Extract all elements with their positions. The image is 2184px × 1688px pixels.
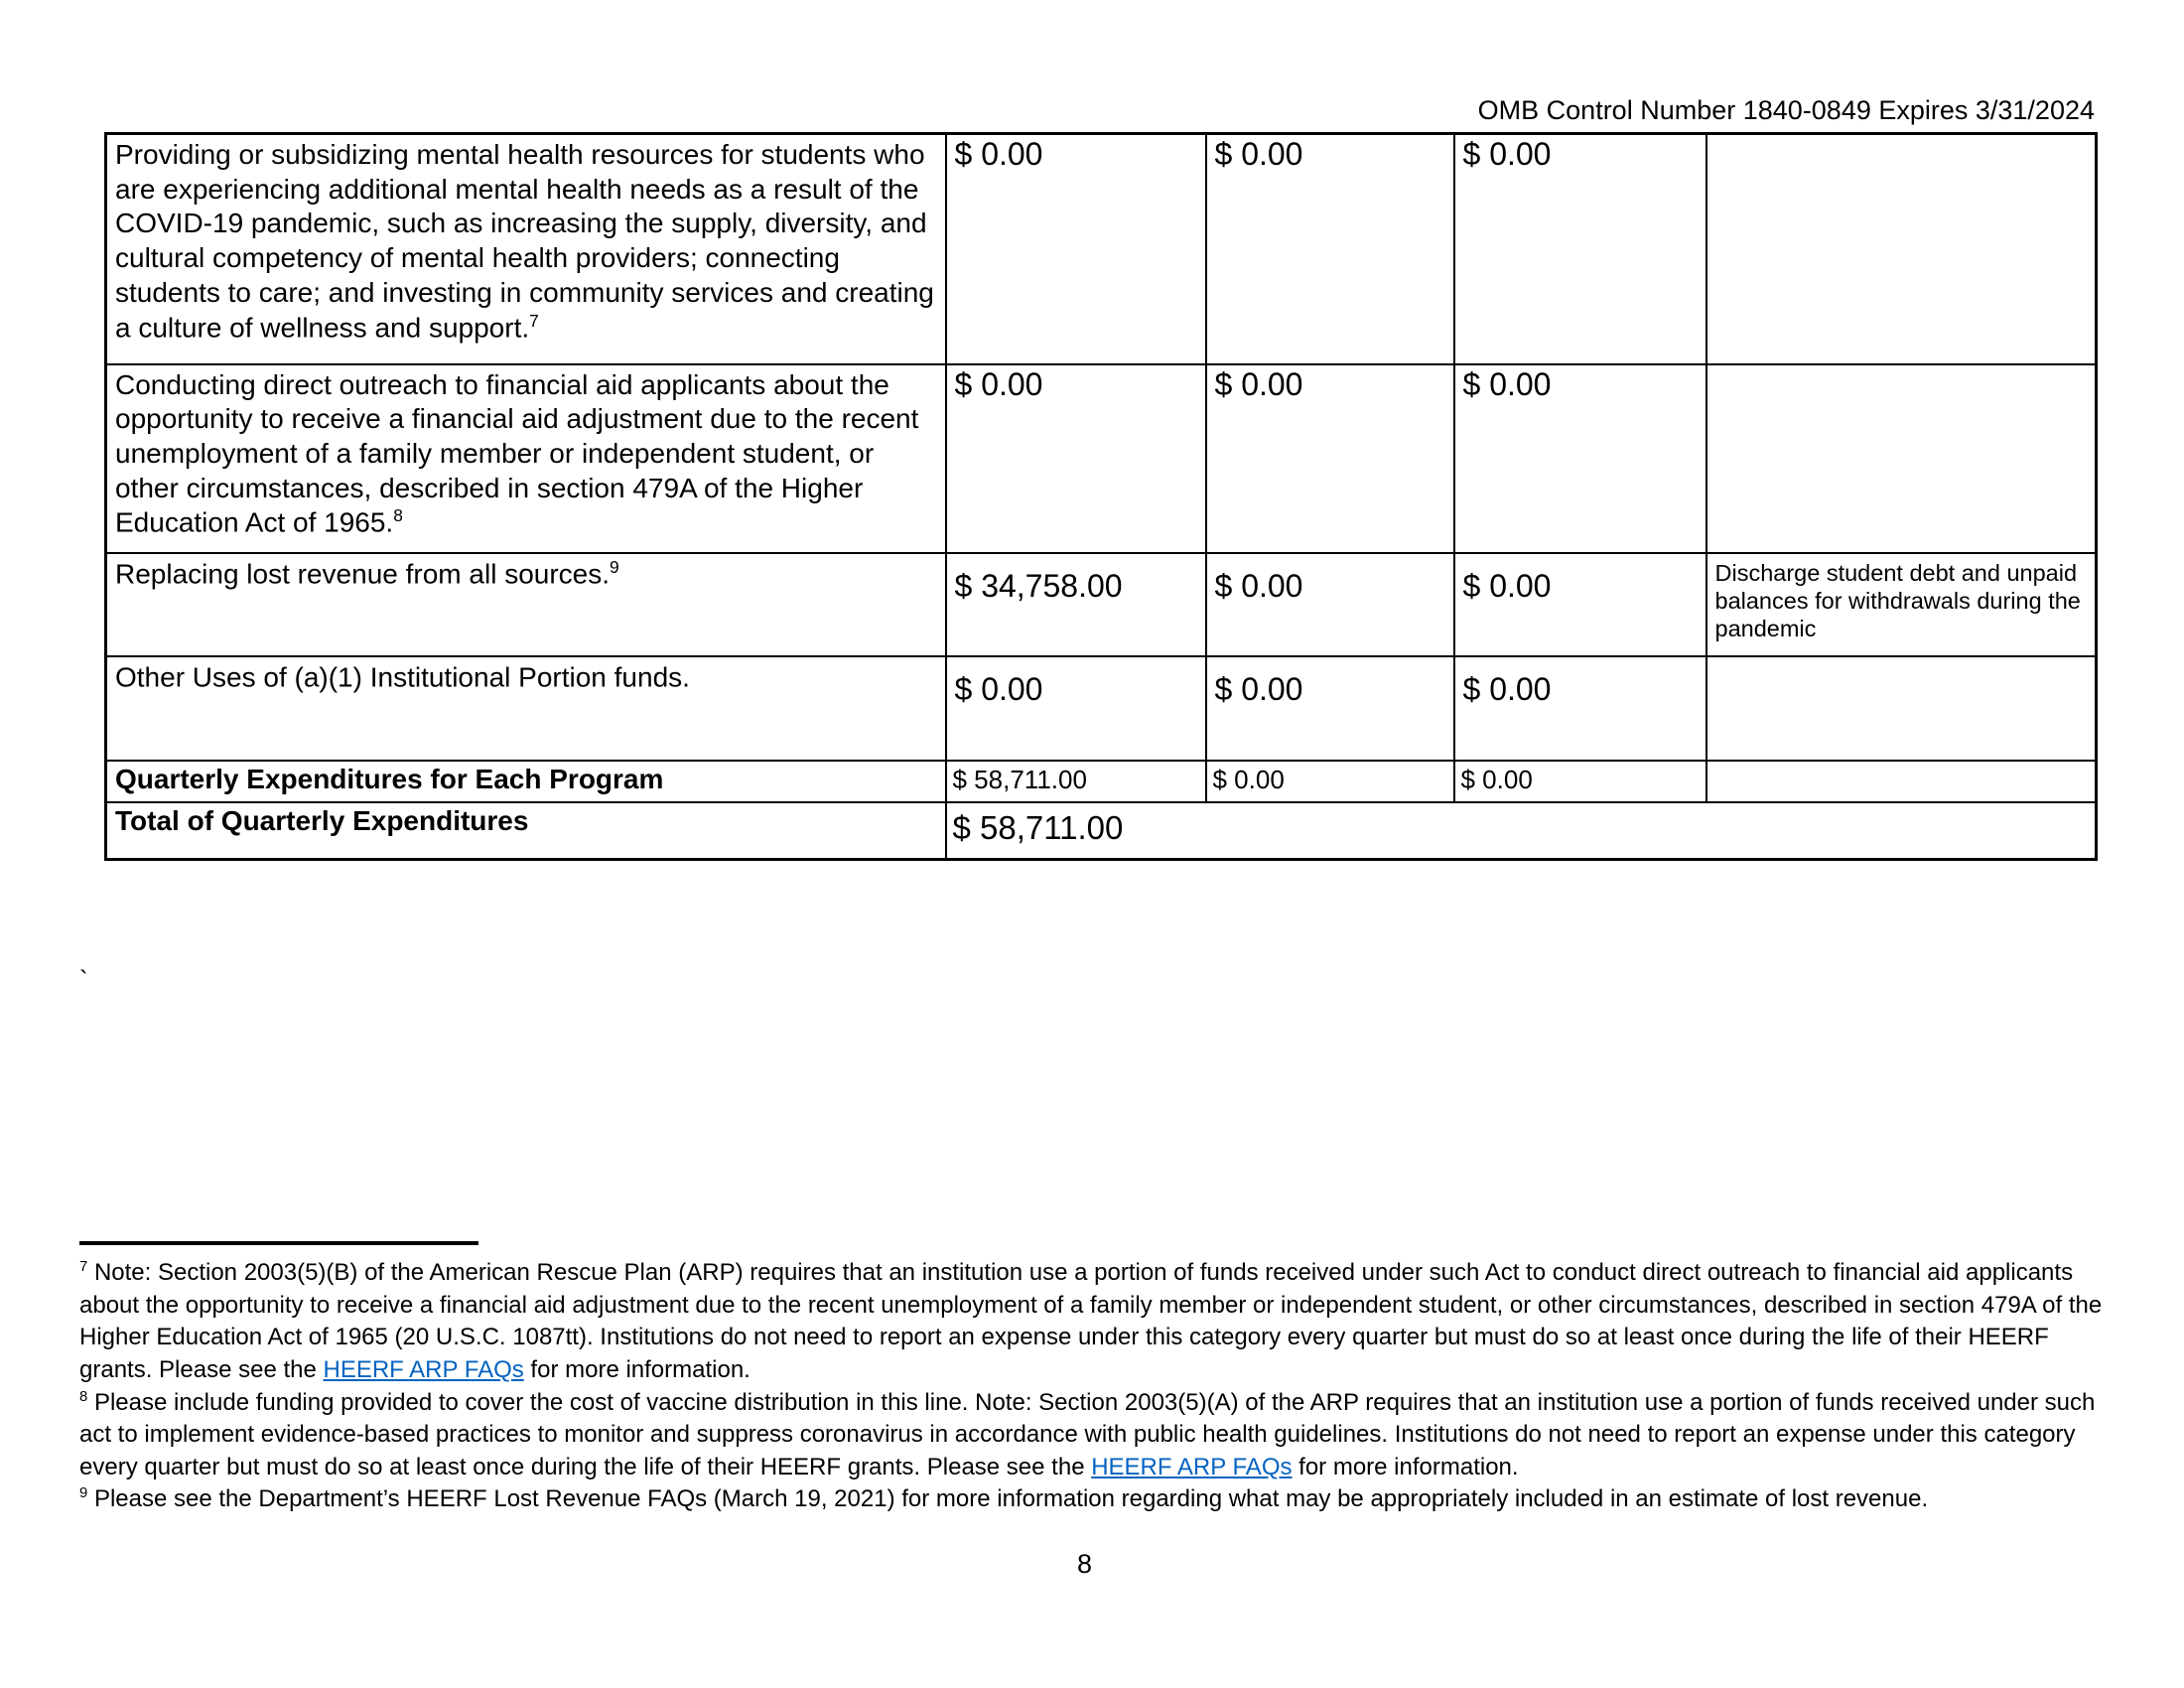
row-description-cell (106, 134, 946, 364)
note-cell (1706, 134, 2097, 364)
amount-cell-q2: $ 0.00 (1206, 656, 1454, 761)
footnote-7-text: Note: Section 2003(5)(B) of the American Rescue Plan (ARP) requires that an institution use a portion of funds received under such Act to conduct direct outreach to financial aid applicants about the opportunity to receive a financial aid adjustment due to the recent unemployment of a family member or independent student, or other circumstances, described in section 479A of the Higher Education Act of 1965 (20 U.S.C. 1087tt). Institutions do not need to report an expense under this category every quarter but must do so at least once during the life of their HEERF grants. Please see the (79, 1259, 2103, 1383)
footnote-8 (79, 1387, 2107, 1484)
footnote-ref-9: 9 (610, 556, 619, 577)
amount-cell-q2: $ 0.00 (1206, 364, 1454, 553)
total-expenditures-label: Total of Quarterly Expenditures (106, 802, 946, 860)
row-description-cell (106, 553, 946, 656)
amount-cell-q2: $ 0.00 (1206, 134, 1454, 364)
quarterly-amount-q3: $ 0.00 (1454, 761, 1706, 802)
quarterly-expenditures-label: Quarterly Expenditures for Each Program (106, 761, 946, 802)
amount-cell-q3: $ 0.00 (1454, 134, 1706, 364)
row-description-cell (106, 364, 946, 553)
note-cell (1706, 656, 2097, 761)
table-row-lost-revenue (106, 553, 2097, 656)
footnotes-section (79, 1257, 2107, 1516)
note-cell (1706, 761, 2097, 802)
note-cell-lost-revenue: Discharge student debt and unpaid balances for withdrawals during the pandemic (1706, 553, 2097, 656)
heerf-arp-faqs-link[interactable]: HEERF ARP FAQs (1091, 1453, 1293, 1480)
amount-cell-q1: $ 34,758.00 (946, 553, 1206, 656)
stray-mark: ` (79, 965, 88, 995)
note-cell (1706, 364, 2097, 553)
amount-cell-q3: $ 0.00 (1454, 364, 1706, 553)
amount-cell-q3: $ 0.00 (1454, 553, 1706, 656)
footnote-ref-8: 8 (393, 505, 403, 526)
footnote-9 (79, 1483, 2107, 1516)
row-description-cell (106, 656, 946, 761)
amount-cell-q1: $ 0.00 (946, 134, 1206, 364)
footnote-8-marker: 8 (79, 1388, 88, 1405)
footnote-8-text: Please include funding provided to cover the cost of vaccine distribution in this line. Note: Section 2003(5)(A) of the ARP requires that an institution use a portion of funds received under such act to implement evidence-based practices to monitor and suppress coronavirus in accordance with public health guidelines. Institutions do not need to report an expense under this category every quarter but must do so at least once during the life of their HEERF grants. Please see the (79, 1388, 2096, 1480)
quarterly-amount-q2: $ 0.00 (1206, 761, 1454, 802)
row-description: Conducting direct outreach to financial aid applicants about the opportunity to receive a financial aid adjustment due to the recent unemployment of a family member or independent student, or other circumstances, described in section 479A of the Higher Education Act of 1965. (115, 368, 919, 538)
heerf-arp-faqs-link[interactable]: HEERF ARP FAQs (323, 1355, 524, 1383)
page-number: 8 (1076, 1549, 1093, 1579)
total-expenditures-value: $ 58,711.00 (946, 802, 2097, 860)
amount-cell-q1: $ 0.00 (946, 656, 1206, 761)
row-description: Providing or subsidizing mental health resources for students who are experiencing additional mental health needs as a result of the COVID-19 pandemic, such as increasing the supply, diversity, and cultural competency of mental health providers; connecting students to care; and investing in community services and creating a culture of wellness and support. (115, 139, 934, 343)
footnote-7 (79, 1257, 2107, 1387)
table-row-other-uses (106, 656, 2097, 761)
table-row-mental-health (106, 134, 2097, 364)
table-row-total (106, 802, 2097, 860)
footnote-7-text-after: for more information. (523, 1355, 751, 1383)
footnote-9-marker: 9 (79, 1485, 88, 1502)
omb-control-header: OMB Control Number 1840-0849 Expires 3/31/2024 (1477, 95, 2095, 125)
footnote-9-text: Please see the Department’s HEERF Lost Revenue FAQs (March 19, 2021) for more information regarding what may be appropriately included in an estimate of lost revenue. (87, 1485, 1929, 1513)
amount-cell-q1: $ 0.00 (946, 364, 1206, 553)
footnote-separator (79, 1241, 478, 1245)
row-description: Replacing lost revenue from all sources. (115, 557, 611, 589)
footnote-7-marker: 7 (79, 1259, 88, 1275)
expenditure-table (104, 132, 2098, 861)
table-row-outreach (106, 364, 2097, 553)
row-description: Other Uses of (a)(1) Institutional Portion funds. (115, 660, 690, 692)
amount-cell-q2: $ 0.00 (1206, 553, 1454, 656)
footnote-8-text-after: for more information. (1292, 1453, 1519, 1480)
quarterly-amount-q1: $ 58,711.00 (946, 761, 1206, 802)
footnote-ref-7: 7 (529, 310, 539, 331)
amount-cell-q3: $ 0.00 (1454, 656, 1706, 761)
table-row-quarterly-expenditures (106, 761, 2097, 802)
